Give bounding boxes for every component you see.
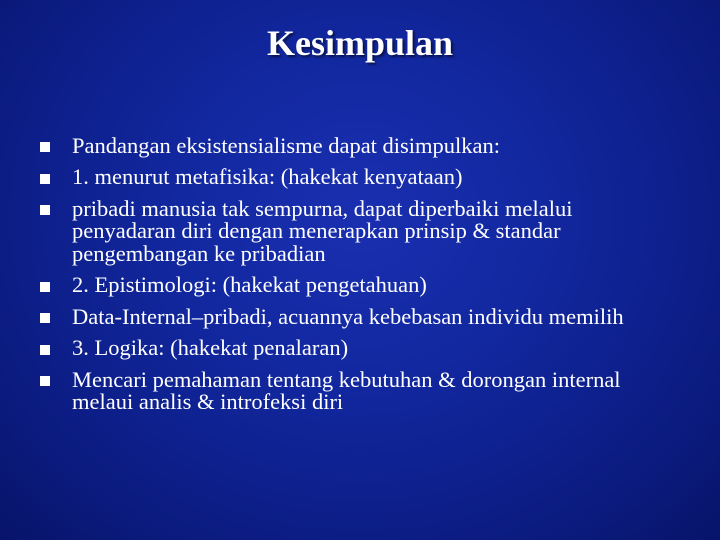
bullet-item xyxy=(40,301,680,333)
bullet-text: 2. Epistimologi: (hakekat pengetahuan) xyxy=(72,272,427,297)
slide-title: Kesimpulan xyxy=(266,23,454,63)
bullet-item xyxy=(40,130,680,162)
bullet-item xyxy=(40,333,680,365)
square-bullet-icon xyxy=(40,345,50,355)
square-bullet-icon xyxy=(40,313,50,323)
square-bullet-icon xyxy=(40,282,50,292)
bullet-item xyxy=(40,270,680,302)
bullet-text: pribadi manusia tak sempurna, dapat diperbaiki melalui penyadaran diri dengan menerapkan prinsip & standar pengembangan ke pribadian xyxy=(72,195,573,266)
bullet-item xyxy=(40,193,680,270)
bullet-text: Mencari pemahaman tentang kebutuhan & dorongan internal melaui analis & introfeksi diri xyxy=(72,366,621,414)
square-bullet-icon xyxy=(40,205,50,215)
bullet-item xyxy=(40,162,680,194)
square-bullet-icon xyxy=(40,376,50,386)
bullet-text: 3. Logika: (hakekat penalaran) xyxy=(72,335,349,360)
bullet-text: 1. menurut metafisika: (hakekat kenyataan) xyxy=(72,164,463,189)
square-bullet-icon xyxy=(40,142,50,152)
bullet-text: Data-Internal–pribadi, acuannya kebebasan individu memilih xyxy=(72,303,624,329)
square-bullet-icon xyxy=(40,174,50,184)
bullet-text: Pandangan eksistensialisme dapat disimpulkan: xyxy=(72,132,501,158)
bullet-item xyxy=(40,364,680,418)
bullet-list xyxy=(40,130,680,418)
